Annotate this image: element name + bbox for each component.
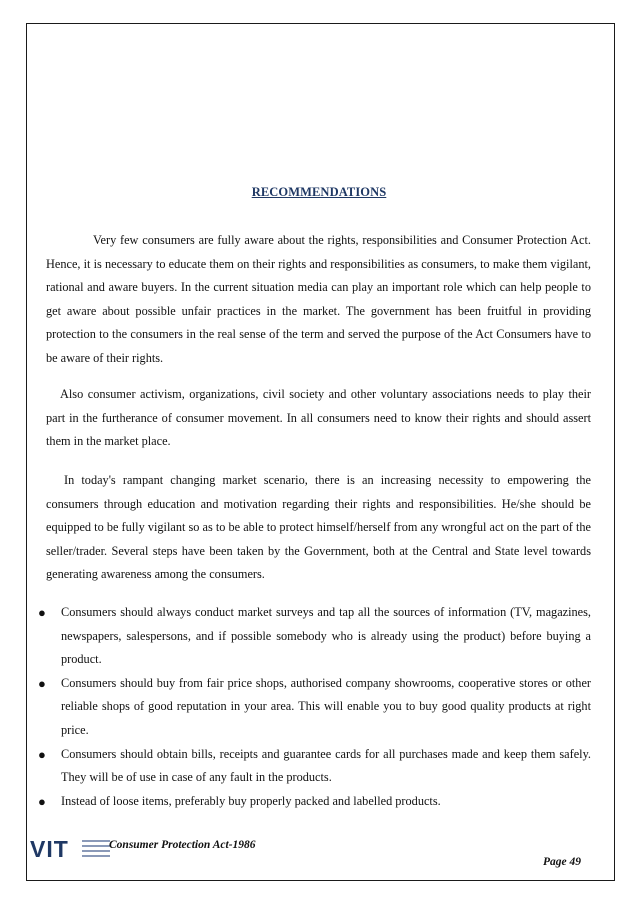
list-item bbox=[38, 743, 591, 790]
recommendation-list bbox=[38, 601, 591, 813]
bullet-icon: ● bbox=[38, 605, 46, 620]
footer-title: Consumer Protection Act-1986 bbox=[109, 839, 256, 851]
list-item bbox=[38, 790, 591, 814]
paragraph-1: Very few consumers are fully aware about the rights, responsibilities and Consumer Protection Act. Hence, it is necessary to educate them on their rights and responsibilities as consumers, to make them vigilant, rational and aware buyers. In the current situation media can play an important role which can help people to get aware about possible unfair practices in the market. The government has been fruitful in providing protection to the consumers in the real sense of the term and served the purpose of the Act Consumers have to be aware of their rights. bbox=[46, 233, 591, 365]
bullet-icon: ● bbox=[38, 746, 46, 762]
list-item bbox=[38, 601, 591, 672]
list-item-text: Consumers should obtain bills, receipts and guarantee cards for all purchases made and keep them safely. They will be of use in case of any fault in the products. bbox=[61, 746, 591, 785]
logo-text: VIT bbox=[30, 836, 69, 862]
page-number: Page 49 bbox=[543, 856, 582, 868]
heading-text: RECOMMENDATIONS bbox=[251, 185, 387, 199]
bullet-icon: ● bbox=[38, 675, 46, 691]
list-item-text: Instead of loose items, preferably buy properly packed and labelled products. bbox=[61, 793, 441, 808]
list-item bbox=[38, 672, 591, 743]
paragraph-2: Also consumer activism, organizations, civil society and other voluntary associations needs to play their part in the furtherance of consumer movement. In all consumers need to know their rights and should assert them in the market place. bbox=[46, 387, 591, 449]
section-heading bbox=[0, 183, 638, 201]
paragraph-3: In today's rampant changing market scenario, there is an increasing necessity to empowering the consumers through education and motivation regarding their rights and responsibilities. He/she should be equipped to be fully vigilant so as to be able to protect himself/herself from any wrongful act on the part of the seller/trader. Several steps have been taken by the Government, both at the Central and State level towards generating awareness among the consumers. bbox=[46, 473, 591, 582]
vit-logo bbox=[30, 838, 116, 862]
list-item-text: Consumers should always conduct market surveys and tap all the sources of information (TV, magazines, newspapers, salespersons, and if possible somebody who is already using the product) before buying a product. bbox=[61, 605, 591, 667]
list-item-text: Consumers should buy from fair price shops, authorised company showrooms, cooperative stores or other reliable shops of good reputation in your area. This will enable you to buy good quality products at right price. bbox=[61, 675, 591, 737]
bullet-icon: ● bbox=[38, 793, 46, 809]
